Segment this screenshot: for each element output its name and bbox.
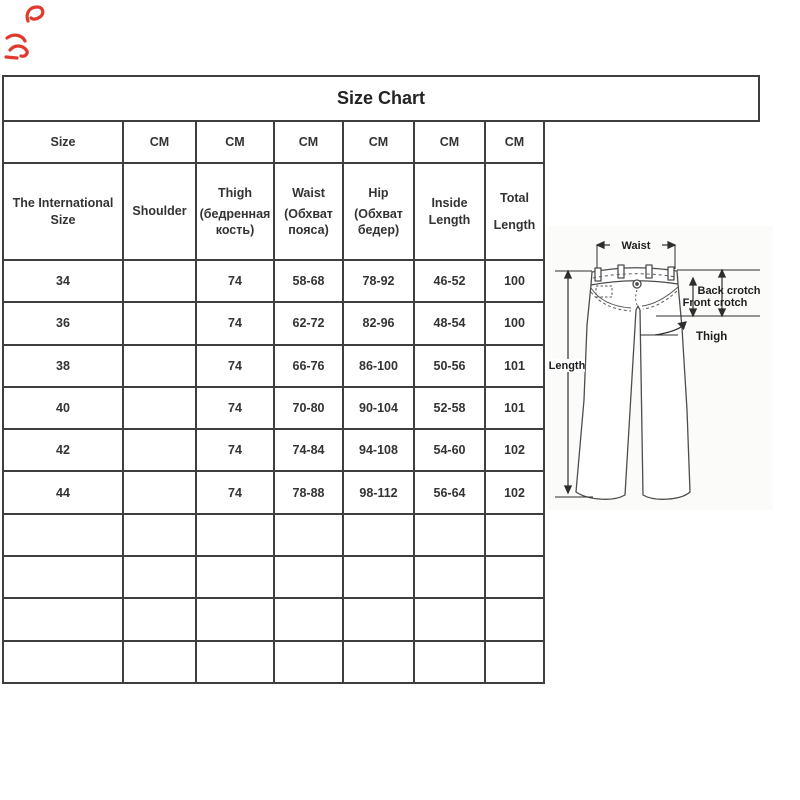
column-name: The International Size [12, 196, 114, 227]
size-value-cell: 66-76 [274, 345, 343, 387]
table-row [3, 121, 544, 163]
unit-header-cell: CM [414, 121, 485, 163]
size-value-cell: 44 [3, 471, 123, 513]
unit-header-cell: CM [123, 121, 196, 163]
waist-label: Waist [621, 240, 651, 252]
table-row [3, 260, 544, 302]
empty-cell [343, 641, 414, 683]
size-value-cell: 46-52 [414, 260, 485, 302]
column-header-cell [343, 163, 414, 260]
page-title: Size Chart [336, 88, 426, 108]
empty-cell [3, 556, 123, 598]
empty-cell [123, 556, 196, 598]
column-subname: (Обхват бедер) [354, 206, 403, 238]
empty-cell [196, 556, 274, 598]
column-subname: (бедренная кость) [199, 206, 271, 238]
table-row [3, 556, 544, 598]
empty-cell [123, 641, 196, 683]
column-name: Shoulder [132, 204, 187, 219]
size-value-cell: 52-58 [414, 387, 485, 429]
size-value-cell: 90-104 [343, 387, 414, 429]
size-value-cell [123, 387, 196, 429]
column-header-cell [123, 163, 196, 260]
empty-cell [485, 556, 544, 598]
size-value-cell [123, 345, 196, 387]
size-value-cell: 74 [196, 429, 274, 471]
size-value-cell [123, 429, 196, 471]
back-crotch-label: Back crotch [697, 285, 761, 297]
empty-cell [274, 641, 343, 683]
table-row [3, 345, 544, 387]
unit-header-cell: CM [485, 121, 544, 163]
size-value-cell: 74 [196, 260, 274, 302]
chart-title-bar [2, 75, 760, 122]
size-value-cell: 101 [485, 387, 544, 429]
table-row [3, 387, 544, 429]
size-value-cell: 74 [196, 471, 274, 513]
unit-header-cell: Size [3, 121, 123, 163]
empty-cell [274, 514, 343, 556]
size-value-cell: 40 [3, 387, 123, 429]
pants-measurement-diagram [543, 120, 800, 688]
size-value-cell: 74 [196, 345, 274, 387]
size-value-cell: 102 [485, 429, 544, 471]
size-value-cell: 101 [485, 345, 544, 387]
column-name: Hip [368, 185, 389, 200]
column-name: Total [500, 191, 529, 206]
column-header-cell [3, 163, 123, 260]
column-header-cell [196, 163, 274, 260]
red-scribble-mark [7, 35, 25, 41]
empty-cell [3, 598, 123, 640]
column-header-cell [485, 163, 544, 260]
empty-cell [414, 556, 485, 598]
unit-header-cell: CM [196, 121, 274, 163]
empty-cell [343, 598, 414, 640]
size-value-cell: 58-68 [274, 260, 343, 302]
size-value-cell: 98-112 [343, 471, 414, 513]
column-name: Thigh [217, 185, 252, 200]
size-value-cell: 70-80 [274, 387, 343, 429]
button-icon [636, 283, 638, 285]
empty-cell [485, 641, 544, 683]
empty-cell [3, 514, 123, 556]
red-scribble-mark [6, 57, 17, 58]
length-label: Length [548, 360, 586, 372]
table-row [3, 429, 544, 471]
empty-cell [343, 556, 414, 598]
empty-cell [414, 641, 485, 683]
size-value-cell: 54-60 [414, 429, 485, 471]
empty-cell [414, 514, 485, 556]
red-scribble-mark [10, 46, 27, 56]
size-value-cell: 82-96 [343, 302, 414, 344]
table-row [3, 514, 544, 556]
table-row [3, 163, 544, 260]
size-value-cell: 78-92 [343, 260, 414, 302]
red-watermark-marks [0, 0, 60, 64]
empty-cell [485, 598, 544, 640]
size-value-cell: 94-108 [343, 429, 414, 471]
empty-cell [274, 598, 343, 640]
column-name: Inside Length [428, 196, 471, 227]
size-table [2, 120, 545, 684]
size-value-cell: 86-100 [343, 345, 414, 387]
table-row [3, 641, 544, 683]
red-scribble-mark [27, 7, 43, 21]
size-value-cell: 34 [3, 260, 123, 302]
column-subname: Length [493, 217, 536, 232]
size-value-cell: 36 [3, 302, 123, 344]
column-header-cell [274, 163, 343, 260]
pants-diagram-area [543, 120, 800, 693]
size-value-cell: 78-88 [274, 471, 343, 513]
size-value-cell [123, 260, 196, 302]
size-value-cell: 56-64 [414, 471, 485, 513]
unit-header-cell: CM [274, 121, 343, 163]
front-crotch-label: Front crotch [682, 297, 748, 309]
size-value-cell: 74 [196, 387, 274, 429]
size-value-cell: 100 [485, 302, 544, 344]
thigh-label: Thigh [696, 331, 728, 343]
empty-cell [485, 514, 544, 556]
empty-cell [196, 598, 274, 640]
table-row [3, 302, 544, 344]
size-value-cell: 38 [3, 345, 123, 387]
empty-cell [414, 598, 485, 640]
empty-cell [196, 641, 274, 683]
table-row [3, 471, 544, 513]
empty-cell [343, 514, 414, 556]
size-value-cell: 50-56 [414, 345, 485, 387]
size-value-cell [123, 302, 196, 344]
empty-cell [196, 514, 274, 556]
size-value-cell: 74-84 [274, 429, 343, 471]
empty-cell [123, 514, 196, 556]
size-value-cell [123, 471, 196, 513]
empty-cell [123, 598, 196, 640]
column-name: Waist [292, 185, 325, 200]
size-value-cell: 74 [196, 302, 274, 344]
size-value-cell: 48-54 [414, 302, 485, 344]
size-value-cell: 62-72 [274, 302, 343, 344]
column-subname: (Обхват пояса) [284, 206, 333, 238]
size-value-cell: 102 [485, 471, 544, 513]
empty-cell [274, 556, 343, 598]
empty-cell [3, 641, 123, 683]
table-row [3, 598, 544, 640]
size-value-cell: 100 [485, 260, 544, 302]
size-value-cell: 42 [3, 429, 123, 471]
unit-header-cell: CM [343, 121, 414, 163]
column-header-cell [414, 163, 485, 260]
